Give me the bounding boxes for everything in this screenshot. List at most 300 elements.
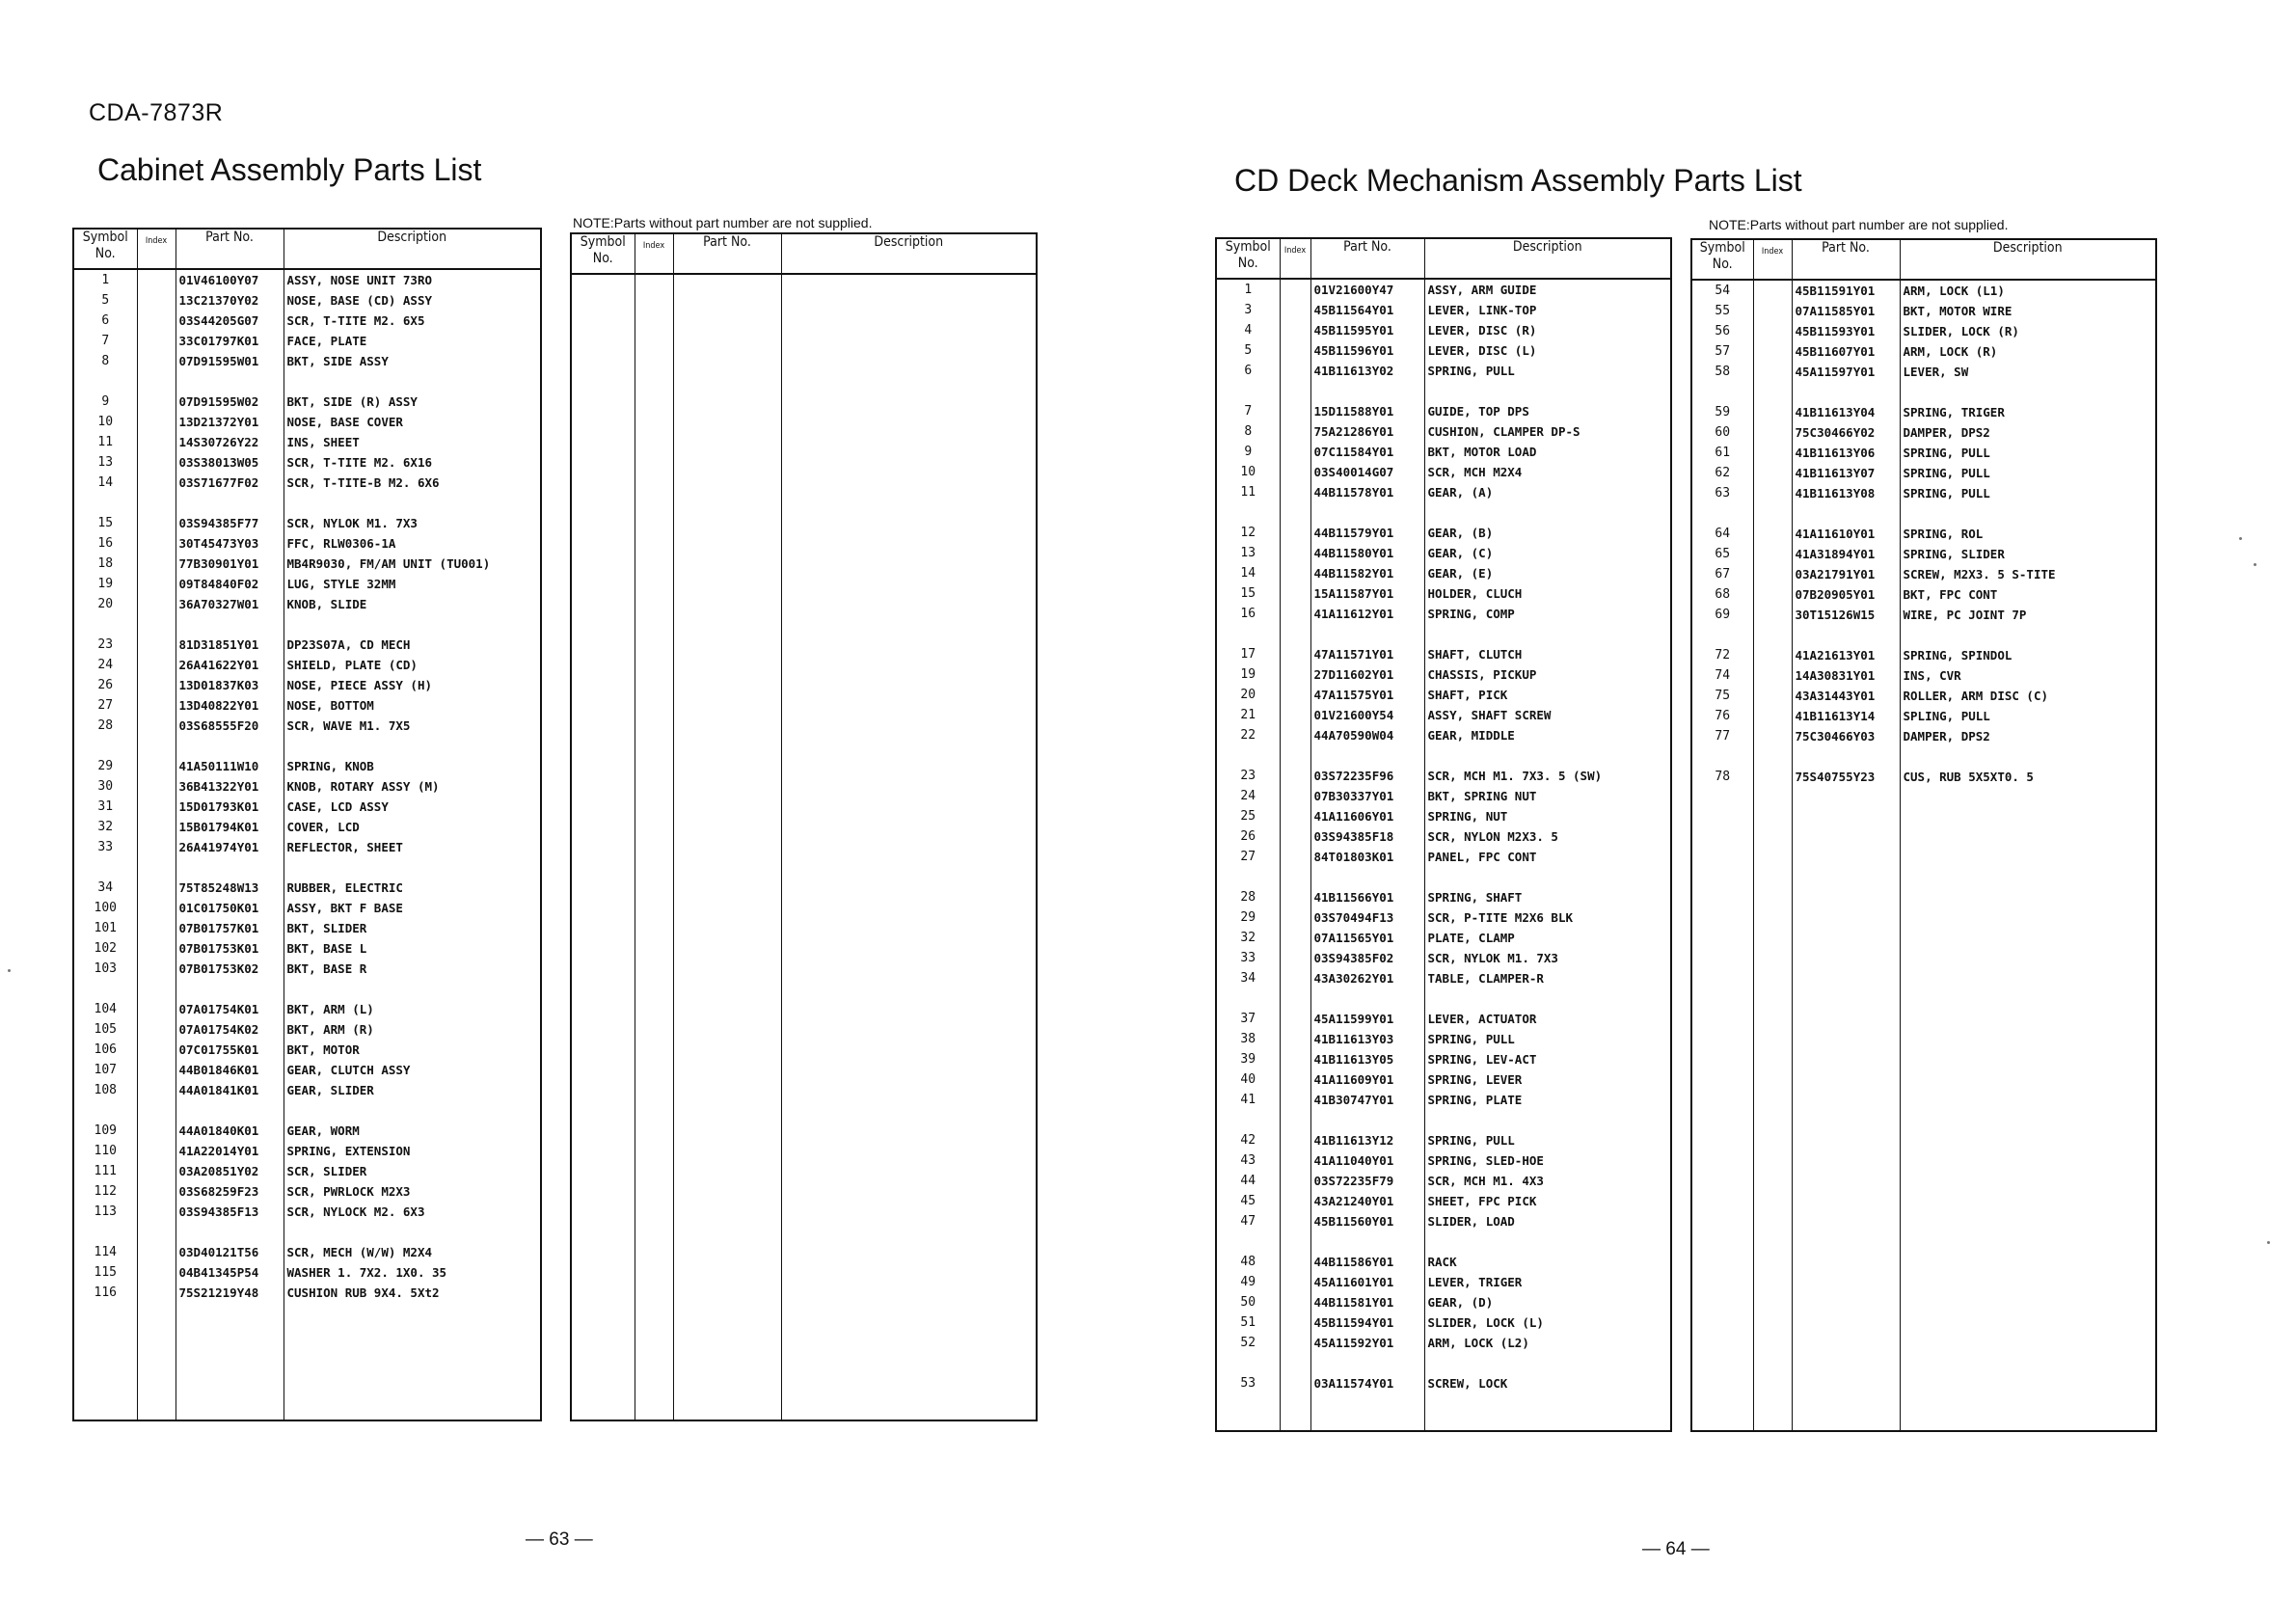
spacer-cell xyxy=(1753,746,1792,767)
description-cell: BKT, BASE R xyxy=(284,959,541,979)
spacer-row xyxy=(73,857,541,878)
symbol-cell: 114 xyxy=(73,1242,137,1262)
symbol-cell: 10 xyxy=(73,412,137,432)
col-part-header: Part No. xyxy=(673,233,781,274)
symbol-cell: 37 xyxy=(1216,1009,1280,1029)
part-number-cell: 30T45473Y03 xyxy=(176,533,284,554)
spacer-cell xyxy=(1424,381,1671,401)
description-cell: SPRING, PULL xyxy=(1900,483,2156,503)
symbol-cell: 43 xyxy=(1216,1150,1280,1171)
spacer-cell xyxy=(176,614,284,635)
symbol-cell: 116 xyxy=(73,1283,137,1303)
symbol-cell: 60 xyxy=(1691,422,1753,443)
index-cell xyxy=(137,574,176,594)
part-number-cell: 44B11581Y01 xyxy=(1310,1292,1424,1312)
symbol-cell: 38 xyxy=(1216,1029,1280,1049)
description-cell: BKT, ARM (L) xyxy=(284,999,541,1019)
filler-cell xyxy=(1753,787,1792,1431)
symbol-cell: 58 xyxy=(1691,362,1753,382)
part-number-cell: 45B11560Y01 xyxy=(1310,1211,1424,1231)
symbol-cell: 28 xyxy=(1216,887,1280,907)
part-number-cell: 77B30901Y01 xyxy=(176,554,284,574)
table-row xyxy=(1216,1069,1671,1090)
symbol-cell: 102 xyxy=(73,938,137,959)
table-row xyxy=(73,837,541,857)
index-cell xyxy=(137,1040,176,1060)
description-cell: SCR, T-TITE M2. 6X16 xyxy=(284,452,541,473)
description-cell: SCR, NYLON M2X3. 5 xyxy=(1424,826,1671,847)
col-description-header: Description xyxy=(1900,239,2156,280)
table-row xyxy=(1216,1029,1671,1049)
index-cell xyxy=(137,999,176,1019)
table-row xyxy=(1216,300,1671,320)
part-number-cell: 45A11601Y01 xyxy=(1310,1272,1424,1292)
part-number-cell: 41A11609Y01 xyxy=(1310,1069,1424,1090)
filler-cell xyxy=(1792,787,1900,1431)
spacer-row xyxy=(73,371,541,392)
index-cell xyxy=(137,1080,176,1100)
spacer-cell xyxy=(73,371,137,392)
spacer-cell xyxy=(137,371,176,392)
index-cell xyxy=(1753,564,1792,584)
symbol-cell: 108 xyxy=(73,1080,137,1100)
symbol-cell: 18 xyxy=(73,554,137,574)
description-cell: KNOB, SLIDE xyxy=(284,594,541,614)
index-cell xyxy=(1280,1191,1310,1211)
index-cell xyxy=(1753,362,1792,382)
spacer-cell xyxy=(1280,1353,1310,1373)
symbol-cell: 39 xyxy=(1216,1049,1280,1069)
symbol-cell: 63 xyxy=(1691,483,1753,503)
table-row xyxy=(1216,604,1671,624)
table-row xyxy=(73,331,541,351)
cd-deck-parts-title: CD Deck Mechanism Assembly Parts List xyxy=(1234,163,1802,198)
table-row xyxy=(73,1121,541,1141)
table-row xyxy=(1216,806,1671,826)
filler-cell xyxy=(1310,1393,1424,1431)
part-number-cell: 41B11613Y02 xyxy=(1310,361,1424,381)
spacer-cell xyxy=(1424,867,1671,887)
index-cell xyxy=(1280,583,1310,604)
table-row xyxy=(1216,563,1671,583)
description-cell: DAMPER, DPS2 xyxy=(1900,726,2156,746)
index-cell xyxy=(1280,563,1310,583)
spacer-cell xyxy=(1280,624,1310,644)
index-cell xyxy=(1280,1150,1310,1171)
table-row xyxy=(1216,1090,1671,1110)
filler-row xyxy=(1216,1393,1671,1431)
table-row xyxy=(73,1283,541,1303)
symbol-cell: 19 xyxy=(1216,664,1280,685)
part-number-cell: 41A22014Y01 xyxy=(176,1141,284,1161)
index-cell xyxy=(1280,1312,1310,1333)
index-cell xyxy=(1280,1333,1310,1353)
index-cell xyxy=(1280,948,1310,968)
part-number-cell: 43A31443Y01 xyxy=(1792,686,1900,706)
part-number-cell: 03S44205G07 xyxy=(176,311,284,331)
description-cell: SPRING, PULL xyxy=(1424,1029,1671,1049)
spacer-cell xyxy=(1280,1110,1310,1130)
description-cell: SPRING, PULL xyxy=(1424,361,1671,381)
filler-cell xyxy=(1280,1393,1310,1431)
part-number-cell: 03S71677F02 xyxy=(176,473,284,493)
symbol-cell: 15 xyxy=(73,513,137,533)
symbol-cell: 27 xyxy=(73,695,137,716)
spacer-cell xyxy=(1424,1110,1671,1130)
symbol-cell: 20 xyxy=(73,594,137,614)
index-cell xyxy=(1280,664,1310,685)
description-cell: INS, CVR xyxy=(1900,665,2156,686)
part-number-cell: 44B11579Y01 xyxy=(1310,523,1424,543)
scan-speck xyxy=(8,969,11,972)
description-cell: LEVER, SW xyxy=(1900,362,2156,382)
description-cell: TABLE, CLAMPER-R xyxy=(1424,968,1671,988)
table-row xyxy=(73,1181,541,1202)
table-row xyxy=(1216,1292,1671,1312)
table-row xyxy=(1216,401,1671,421)
table-row xyxy=(1216,1312,1671,1333)
spacer-cell xyxy=(1424,502,1671,523)
part-number-cell: 41B11613Y14 xyxy=(1792,706,1900,726)
description-cell: ARM, LOCK (L1) xyxy=(1900,280,2156,301)
spacer-cell xyxy=(73,614,137,635)
description-cell: SPRING, SPINDOL xyxy=(1900,645,2156,665)
description-cell: FFC, RLW0306-1A xyxy=(284,533,541,554)
index-cell xyxy=(1753,665,1792,686)
symbol-cell: 74 xyxy=(1691,665,1753,686)
spacer-cell xyxy=(1792,382,1900,402)
spacer-row xyxy=(1216,1231,1671,1252)
part-number-cell: 75T85248W13 xyxy=(176,878,284,898)
part-number-cell: 41A21613Y01 xyxy=(1792,645,1900,665)
index-cell xyxy=(137,594,176,614)
cabinet-parts-table xyxy=(72,228,542,1421)
index-cell xyxy=(1280,421,1310,442)
table-row xyxy=(73,918,541,938)
spacer-row xyxy=(73,979,541,999)
description-cell: SPRING, PULL xyxy=(1900,463,2156,483)
symbol-cell: 64 xyxy=(1691,524,1753,544)
part-number-cell: 15D01793K01 xyxy=(176,797,284,817)
spacer-cell xyxy=(1310,1110,1424,1130)
symbol-cell: 33 xyxy=(1216,948,1280,968)
description-cell: SHAFT, CLUTCH xyxy=(1424,644,1671,664)
index-cell xyxy=(1280,1373,1310,1393)
index-cell xyxy=(137,533,176,554)
table-row xyxy=(1216,523,1671,543)
index-cell xyxy=(137,1161,176,1181)
part-number-cell: 03S94385F02 xyxy=(1310,948,1424,968)
part-number-cell: 45B11591Y01 xyxy=(1792,280,1900,301)
table-row xyxy=(1691,665,2156,686)
part-number-cell: 03A21791Y01 xyxy=(1792,564,1900,584)
spacer-cell xyxy=(1216,624,1280,644)
index-cell xyxy=(1753,524,1792,544)
spacer-cell xyxy=(1310,1231,1424,1252)
index-cell xyxy=(137,351,176,371)
index-cell xyxy=(1280,1029,1310,1049)
spacer-cell xyxy=(73,1100,137,1121)
part-number-cell: 45B11596Y01 xyxy=(1310,340,1424,361)
table-row xyxy=(1216,583,1671,604)
filler-cell xyxy=(1216,1393,1280,1431)
symbol-cell: 5 xyxy=(1216,340,1280,361)
page-number-left: — 63 — xyxy=(526,1529,593,1550)
index-cell xyxy=(137,878,176,898)
index-cell xyxy=(137,1283,176,1303)
spacer-row xyxy=(73,614,541,635)
description-cell: LEVER, TRIGER xyxy=(1424,1272,1671,1292)
table-row xyxy=(1691,564,2156,584)
symbol-cell: 40 xyxy=(1216,1069,1280,1090)
table-row xyxy=(73,756,541,776)
index-cell xyxy=(137,776,176,797)
symbol-cell: 59 xyxy=(1691,402,1753,422)
table-row xyxy=(73,1019,541,1040)
table-row xyxy=(73,776,541,797)
spacer-cell xyxy=(1900,382,2156,402)
part-number-cell: 03S72235F96 xyxy=(1310,766,1424,786)
description-cell: GEAR, (C) xyxy=(1424,543,1671,563)
spacer-cell xyxy=(1753,382,1792,402)
symbol-cell: 115 xyxy=(73,1262,137,1283)
spacer-cell xyxy=(1900,503,2156,524)
symbol-cell: 11 xyxy=(1216,482,1280,502)
col-description-header: Description xyxy=(1424,238,1671,279)
index-cell xyxy=(1753,483,1792,503)
index-cell xyxy=(1753,584,1792,605)
symbol-cell: 15 xyxy=(1216,583,1280,604)
spacer-cell xyxy=(176,979,284,999)
symbol-cell: 111 xyxy=(73,1161,137,1181)
spacer-cell xyxy=(1691,625,1753,645)
part-number-cell: 41B11613Y06 xyxy=(1792,443,1900,463)
symbol-cell: 5 xyxy=(73,290,137,311)
description-cell: SPRING, SLED-HOE xyxy=(1424,1150,1671,1171)
symbol-cell: 1 xyxy=(73,269,137,290)
col-index-header: Index xyxy=(635,233,673,274)
table-row xyxy=(1216,279,1671,300)
description-cell: BKT, MOTOR LOAD xyxy=(1424,442,1671,462)
table-row xyxy=(1216,361,1671,381)
description-cell: SCR, SLIDER xyxy=(284,1161,541,1181)
part-number-cell: 15A11587Y01 xyxy=(1310,583,1424,604)
part-number-cell: 26A41974Y01 xyxy=(176,837,284,857)
table-row xyxy=(73,452,541,473)
spacer-cell xyxy=(1792,625,1900,645)
symbol-cell: 52 xyxy=(1216,1333,1280,1353)
note-left: NOTE:Parts without part number are not supplied. xyxy=(573,215,873,230)
part-number-cell: 75A21286Y01 xyxy=(1310,421,1424,442)
description-cell: SCREW, M2X3. 5 S-TITE xyxy=(1900,564,2156,584)
table-row xyxy=(73,351,541,371)
part-number-cell: 41A11610Y01 xyxy=(1792,524,1900,544)
spacer-cell xyxy=(1753,503,1792,524)
index-cell xyxy=(137,290,176,311)
part-number-cell: 41A50111W10 xyxy=(176,756,284,776)
index-cell xyxy=(1280,340,1310,361)
description-cell: COVER, LCD xyxy=(284,817,541,837)
index-cell xyxy=(137,959,176,979)
index-cell xyxy=(1280,1211,1310,1231)
part-number-cell: 41B11613Y03 xyxy=(1310,1029,1424,1049)
part-number-cell: 07B01753K02 xyxy=(176,959,284,979)
part-number-cell: 03D40121T56 xyxy=(176,1242,284,1262)
spacer-cell xyxy=(1424,1231,1671,1252)
index-cell xyxy=(1280,1252,1310,1272)
spacer-cell xyxy=(1691,382,1753,402)
spacer-cell xyxy=(284,1100,541,1121)
table-row xyxy=(1216,442,1671,462)
part-number-cell: 03S94385F13 xyxy=(176,1202,284,1222)
part-number-cell: 41B11613Y08 xyxy=(1792,483,1900,503)
description-cell: ROLLER, ARM DISC (C) xyxy=(1900,686,2156,706)
part-number-cell: 43A21240Y01 xyxy=(1310,1191,1424,1211)
table-row xyxy=(73,675,541,695)
part-number-cell: 44B11580Y01 xyxy=(1310,543,1424,563)
spacer-cell xyxy=(1310,867,1424,887)
spacer-cell xyxy=(284,493,541,513)
index-cell xyxy=(1753,767,1792,787)
description-cell: BKT, BASE L xyxy=(284,938,541,959)
index-cell xyxy=(1753,645,1792,665)
symbol-cell: 17 xyxy=(1216,644,1280,664)
symbol-cell: 55 xyxy=(1691,301,1753,321)
description-cell: GEAR, (D) xyxy=(1424,1292,1671,1312)
symbol-cell: 75 xyxy=(1691,686,1753,706)
spacer-cell xyxy=(137,493,176,513)
table-row xyxy=(1216,847,1671,867)
description-cell: GEAR, (A) xyxy=(1424,482,1671,502)
table-row xyxy=(73,594,541,614)
description-cell: LEVER, ACTUATOR xyxy=(1424,1009,1671,1029)
table-row xyxy=(1216,907,1671,928)
symbol-cell: 19 xyxy=(73,574,137,594)
symbol-cell: 24 xyxy=(73,655,137,675)
part-number-cell: 44B11582Y01 xyxy=(1310,563,1424,583)
symbol-cell: 112 xyxy=(73,1181,137,1202)
symbol-cell: 8 xyxy=(73,351,137,371)
index-cell xyxy=(1280,320,1310,340)
part-number-cell: 44A70590W04 xyxy=(1310,725,1424,745)
index-cell xyxy=(1280,482,1310,502)
spacer-row xyxy=(1216,745,1671,766)
scan-speck xyxy=(2239,537,2242,540)
description-cell: GEAR, MIDDLE xyxy=(1424,725,1671,745)
symbol-cell: 107 xyxy=(73,1060,137,1080)
index-cell xyxy=(137,311,176,331)
spacer-cell xyxy=(1216,381,1280,401)
table-row xyxy=(1216,1171,1671,1191)
symbol-cell: 25 xyxy=(1216,806,1280,826)
symbol-cell: 20 xyxy=(1216,685,1280,705)
part-number-cell: 03S94385F77 xyxy=(176,513,284,533)
description-cell: INS, SHEET xyxy=(284,432,541,452)
table-row xyxy=(73,412,541,432)
symbol-cell: 31 xyxy=(73,797,137,817)
table-header xyxy=(571,233,1037,274)
table-row xyxy=(73,655,541,675)
table-row xyxy=(73,695,541,716)
index-cell xyxy=(1280,462,1310,482)
table-row xyxy=(1216,462,1671,482)
part-number-cell: 07D91595W01 xyxy=(176,351,284,371)
part-number-cell: 15D11588Y01 xyxy=(1310,401,1424,421)
description-cell: BKT, SPRING NUT xyxy=(1424,786,1671,806)
description-cell: SLIDER, LOCK (R) xyxy=(1900,321,2156,341)
part-number-cell: 07C01755K01 xyxy=(176,1040,284,1060)
table-row xyxy=(73,473,541,493)
index-cell xyxy=(137,756,176,776)
part-number-cell: 03S94385F18 xyxy=(1310,826,1424,847)
description-cell: CHASSIS, PICKUP xyxy=(1424,664,1671,685)
description-cell: SPRING, TRIGER xyxy=(1900,402,2156,422)
table-row xyxy=(1216,1191,1671,1211)
table-row xyxy=(73,1202,541,1222)
description-cell: CUS, RUB 5X5XT0. 5 xyxy=(1900,767,2156,787)
spacer-cell xyxy=(1216,745,1280,766)
table-row xyxy=(1216,340,1671,361)
symbol-cell: 6 xyxy=(73,311,137,331)
table-row xyxy=(1216,1373,1671,1393)
index-cell xyxy=(1753,726,1792,746)
table-row xyxy=(1216,1272,1671,1292)
spacer-row xyxy=(73,1222,541,1242)
index-cell xyxy=(137,716,176,736)
table-row xyxy=(73,574,541,594)
col-index-header: Index xyxy=(1753,239,1792,280)
part-number-cell: 81D31851Y01 xyxy=(176,635,284,655)
table-row xyxy=(73,1060,541,1080)
spacer-row xyxy=(1216,988,1671,1009)
spacer-cell xyxy=(1691,746,1753,767)
symbol-cell: 8 xyxy=(1216,421,1280,442)
symbol-cell: 3 xyxy=(1216,300,1280,320)
index-cell xyxy=(137,269,176,290)
symbol-cell: 104 xyxy=(73,999,137,1019)
symbol-cell: 41 xyxy=(1216,1090,1280,1110)
symbol-cell: 10 xyxy=(1216,462,1280,482)
spacer-cell xyxy=(1424,624,1671,644)
spacer-row xyxy=(1691,382,2156,402)
description-cell: SCR, MECH (W/W) M2X4 xyxy=(284,1242,541,1262)
index-cell xyxy=(1753,686,1792,706)
spacer-cell xyxy=(1216,1110,1280,1130)
spacer-cell xyxy=(1900,625,2156,645)
symbol-cell: 54 xyxy=(1691,280,1753,301)
spacer-cell xyxy=(1424,745,1671,766)
filler-cell xyxy=(284,1303,541,1420)
part-number-cell: 03S72235F79 xyxy=(1310,1171,1424,1191)
part-number-cell: 07B30337Y01 xyxy=(1310,786,1424,806)
part-number-cell: 41B11566Y01 xyxy=(1310,887,1424,907)
description-cell: SCR, PWRLOCK M2X3 xyxy=(284,1181,541,1202)
part-number-cell: 41A31894Y01 xyxy=(1792,544,1900,564)
index-cell xyxy=(1280,442,1310,462)
description-cell: CASE, LCD ASSY xyxy=(284,797,541,817)
index-cell xyxy=(137,513,176,533)
description-cell: GEAR, (E) xyxy=(1424,563,1671,583)
part-number-cell: 07A11565Y01 xyxy=(1310,928,1424,948)
filler-row xyxy=(1691,787,2156,1431)
part-number-cell: 03S38013W05 xyxy=(176,452,284,473)
part-number-cell: 36B41322Y01 xyxy=(176,776,284,797)
part-number-cell: 45B11595Y01 xyxy=(1310,320,1424,340)
spacer-cell xyxy=(176,1222,284,1242)
index-cell xyxy=(1280,604,1310,624)
table-row xyxy=(1216,725,1671,745)
table-row xyxy=(1216,644,1671,664)
